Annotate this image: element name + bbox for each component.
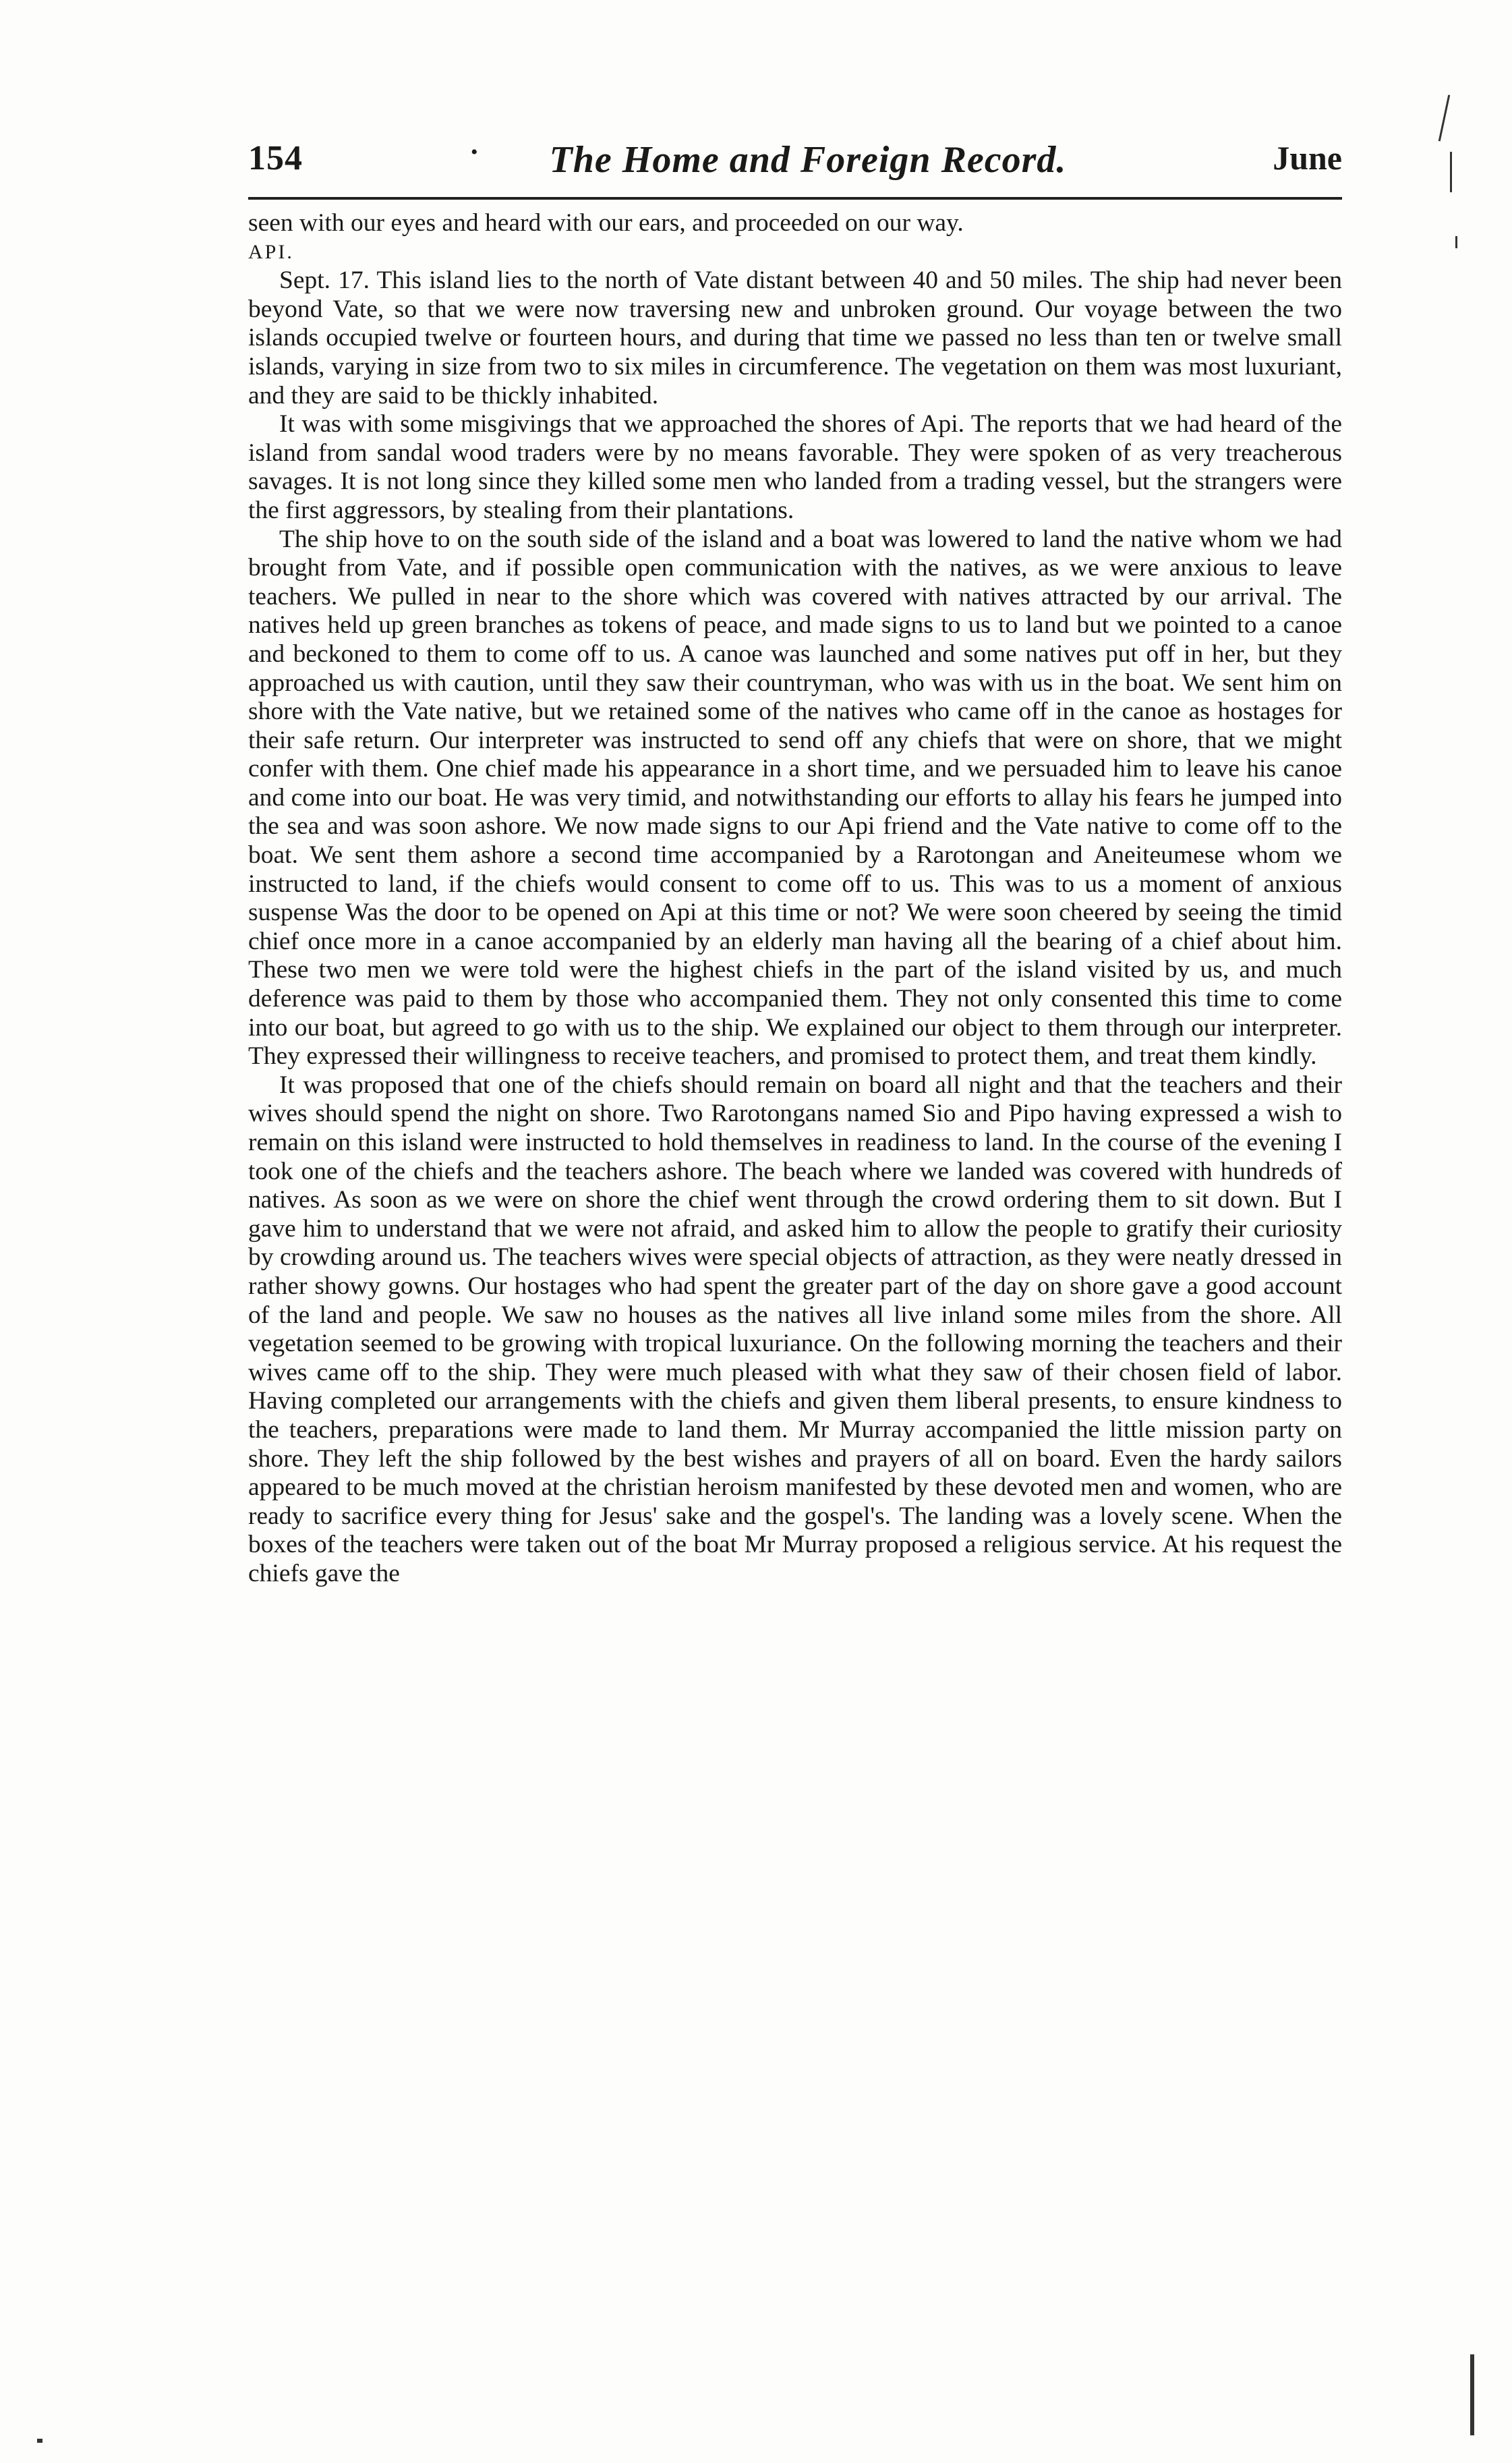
- scan-mark: [1450, 152, 1452, 192]
- section-heading: API.: [248, 240, 294, 263]
- scan-mark: [37, 2439, 42, 2443]
- running-title: The Home and Foreign Record.: [549, 139, 1067, 181]
- header-rule: [248, 197, 1342, 200]
- scan-mark: [1455, 236, 1457, 248]
- paragraph: It was with some misgivings that we approached the shores of Api. The reports that we had heard of the island from sandal wood traders were by no means favorable. They were spoken of as very treacherous savages. It is not long since they killed some men who landed from a trading vessel, but the strangers were the first aggressors, by stealing from their plantations.: [248, 410, 1342, 524]
- scan-mark: [1438, 94, 1450, 141]
- article-body: [248, 209, 1342, 1589]
- issue-month: June: [1273, 139, 1342, 177]
- header-bullet: •: [471, 141, 478, 163]
- paragraph: It was proposed that one of the chiefs should remain on board all night and that the teachers and their wives should spend the night on shore. Two Rarotongans named Sio and Pipo having expressed a wish to remain on this island were instructed to hold themselves in readiness to land. In the course of the evening I took one of the chiefs and the teachers ashore. The beach where we landed was covered with hundreds of natives. As soon as we were on shore the chief went through the crowd ordering them to sit down. But I gave him to understand that we were not afraid, and asked him to allow the people to gratify their curiosity by crowding around us. The teachers wives were special objects of attraction, as they were neatly dressed in rather showy gowns. Our hostages who had spent the greater part of the day on shore gave a good account of the land and people. We saw no houses as the natives all live inland some miles from the shore. All vegetation seemed to be growing with tropical luxuriance. On the following morning the teachers and their wives came off to the ship. They were much pleased with what they saw of their chosen field of labor. Having completed our arrangements with the chiefs and given them liberal presents, to ensure kindness to the teachers, preparations were made to land them. Mr Murray accompanied the little mission party on shore. They left the ship followed by the best wishes and prayers of all on board. Even the hardy sailors appeared to be much moved at the christian heroism manifested by these devoted men and women, who are ready to sacrifice every thing for Jesus' sake and the gospel's. The landing was a lovely scene. When the boxes of the teachers were taken out of the boat Mr Murray proposed a religious service. At his request the chiefs gave the: [248, 1071, 1342, 1587]
- paragraph: The ship hove to on the south side of the island and a boat was lowered to land the native whom we had brought from Vate, and if possible open communication with the natives, as we were anxious to leave teachers. We pulled in near to the shore which was covered with natives attracted by our arrival. The natives held up green branches as tokens of peace, and made signs to us to land but we pointed to a canoe and beckoned to them to come off to us. A canoe was launched and some natives put off in her, but they approached us with caution, until they saw their countryman, who was with us in the boat. We sent him on shore with the Vate native, but we retained some of the natives who came off in the canoe as hostages for their safe return. Our interpreter was instructed to send off any chiefs that were on shore, that we might confer with them. One chief made his appearance in a short time, and we persuaded him to leave his canoe and come into our boat. He was very timid, and notwithstanding our efforts to allay his fears he jumped into the sea and was soon ashore. We now made signs to our Api friend and the Vate native to come off to the boat. We sent them ashore a second time accompanied by a Rarotongan and Aneiteumese whom we instructed to land, if the chiefs would consent to come off to us. This was to us a moment of anxious suspense Was the door to be opened on Api at this time or not? We were soon cheered by seeing the timid chief once more in a canoe accompanied by an elderly man having all the bearing of a chief about him. These two men we were told were the highest chiefs in the part of the island visited by us, and much deference was paid to them by those who accompanied them. They not only consented this time to come into our boat, but agreed to go with us to the ship. We explained our object to them through our interpreter. They expressed their willingness to receive teachers, and promised to protect them, and treat them kindly.: [248, 525, 1342, 1071]
- scan-mark: [1470, 2354, 1474, 2435]
- paragraph: Sept. 17. This island lies to the north of Vate distant between 40 and 50 miles. The ship had never been beyond Vate, so that we were now traversing new and unbroken ground. Our voyage between the two islands occupied twelve or fourteen hours, and during that time we passed no less than ten or twelve small islands, varying in size from two to six miles in circumference. The vegetation on them was most luxuriant, and they are said to be thickly inhabited.: [248, 266, 1342, 409]
- running-header: [248, 138, 1342, 192]
- page-number: 154: [248, 139, 303, 177]
- continuation-paragraph: seen with our eyes and heard with our ears, and proceeded on our way.: [248, 209, 964, 237]
